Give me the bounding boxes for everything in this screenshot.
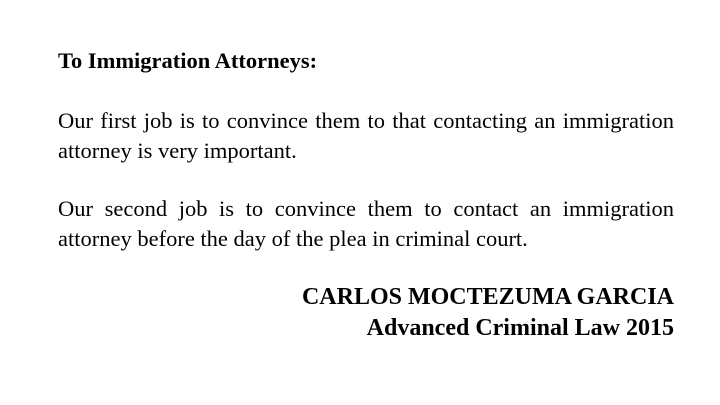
event-subtitle: Advanced Criminal Law 2015 [366,315,674,341]
author-name: CARLOS MOCTEZUMA GARCIA [301,284,674,310]
paragraph-second-job: Our second job is to convince them to contact an immigration attorney before the day of the plea in criminal court. [58,196,674,251]
document-heading: To Immigration Attorneys: [58,48,318,73]
signature-block [58,282,674,344]
paragraph-first-job: Our first job is to convince them to that contacting an immigration attorney is very important. [58,108,674,163]
document-body [58,46,674,344]
